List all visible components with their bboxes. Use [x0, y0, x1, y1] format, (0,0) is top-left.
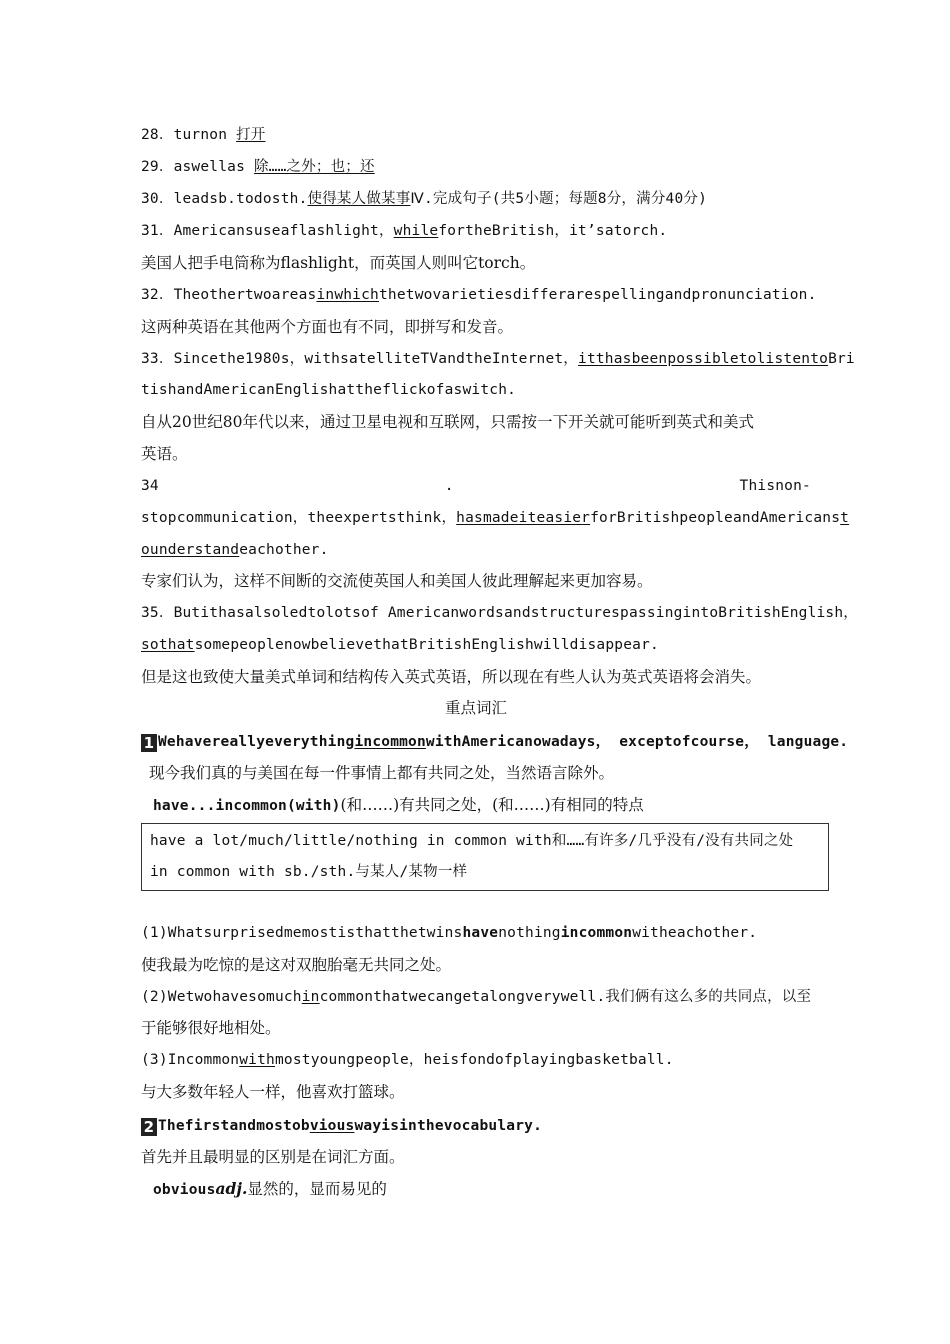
- item-34: 34 . Thisnon-: [141, 478, 811, 494]
- item-32-translation: 这两种英语在其他两个方面也有不同，即拼写和发音。: [141, 318, 514, 336]
- phrase-box: [141, 823, 829, 891]
- vocab-point-1-translation: 现今我们真的与美国在每一件事情上都有共同之处，当然语言除外。: [149, 764, 615, 782]
- item-34-line2: stopcommunication，theexpertsthink，hasmadeiteasierforBritishpeopleandAmericanst: [141, 510, 850, 526]
- item-34-line3: ounderstandeachother.: [141, 542, 329, 558]
- example-1: (1)Whatsurprisedmemostisthatthetwinshavenothingincommonwitheachother.: [141, 925, 758, 941]
- vocab-point-2: 2 Thefirstandmostobviouswayisinthevocabulary.: [141, 1115, 821, 1137]
- example-3-translation: 与大多数年轻人一样，他喜欢打篮球。: [141, 1083, 405, 1101]
- vocab-phrase-1: have...incommon(with)(和……)有共同之处，(和……)有相同的特点: [153, 796, 644, 814]
- number-badge-1: 1: [141, 734, 157, 752]
- item-35-translation: 但是这也致使大量美式单词和结构传入英式英语，所以现在有些人认为英式英语将会消失。: [141, 668, 762, 686]
- item-31: 31．Americansuseaflashlight，whilefortheBritish，it’satorch.: [141, 223, 668, 239]
- item-32: 32．Theothertwoareasinwhichthetwovarietiesdifferarespellingandpronunciation.: [141, 287, 817, 303]
- answer-28: 打开: [236, 127, 266, 143]
- item-34-translation: 专家们认为，这样不间断的交流使英国人和美国人彼此理解起来更加容易。: [141, 572, 653, 590]
- example-2-translation: 于能够很好地相处。: [141, 1019, 281, 1037]
- example-3: (3)Incommonwithmostyoungpeople，heisfondofplayingbasketball.: [141, 1052, 674, 1068]
- item-31-translation: 美国人把手电筒称为flashlight，而英国人则叫它torch。: [141, 254, 536, 272]
- item-33-translation-2: 英语。: [141, 445, 188, 463]
- item-35: 35．Butithasalsoledtolotsof AmericanwordsandstructurespassingintoBritishEnglish，: [141, 605, 858, 621]
- section-title: 重点词汇: [444, 699, 507, 717]
- item-33-line2: tishandAmericanEnglishattheflickofaswitch.: [141, 382, 517, 398]
- item-29: 29．aswellas 除……之外；也；还: [141, 159, 375, 175]
- answer-30: 使得某人做某事: [307, 191, 411, 207]
- item-33-translation: 自从20世纪80年代以来，通过卫星电视和互联网，只需按一下开关就可能听到英式和美式: [141, 413, 754, 431]
- example-2: (2)Wetwohavesomuchincommonthatwecangetalongverywell.我们俩有这么多的共同点，以至: [141, 989, 812, 1005]
- phrase-box-row-2: in common with sb./sth.与某人/某物一样: [150, 864, 468, 880]
- number-badge-2: 2: [141, 1118, 157, 1136]
- example-1-translation: 使我最为吃惊的是这对双胞胎毫无共同之处。: [141, 956, 452, 974]
- phrase-box-row-1: have a lot/much/little/nothing in common with和……有许多/几乎没有/没有共同之处: [150, 833, 794, 849]
- vocab-word-obvious: obviousadj.显然的，显而易见的: [153, 1179, 387, 1198]
- vocab-point-2-translation: 首先并且最明显的区别是在词汇方面。: [141, 1148, 405, 1166]
- answer-29: 除……之外；也；还: [253, 159, 375, 175]
- item-28: 28．turnon 打开: [141, 127, 266, 143]
- section-heading-iv: Ⅳ.完成句子(共5小题；每题8分，满分40分): [410, 191, 708, 207]
- vocab-point-1: 1 WehavereallyeverythingincommonwithAmericanowadays， exceptofcourse， language.: [141, 731, 821, 753]
- item-30: 30．leadsb.todosth.使得某人做某事Ⅳ.完成句子(共5小题；每题8分，满分40分): [141, 191, 708, 207]
- item-33: 33．Sincethe1980s，withsatelliteTVandtheInternet，itthasbeenpossibletolistentoBri: [141, 351, 855, 367]
- item-35-line2: sothatsomepeoplenowbelievethatBritishEnglishwilldisappear.: [141, 637, 659, 653]
